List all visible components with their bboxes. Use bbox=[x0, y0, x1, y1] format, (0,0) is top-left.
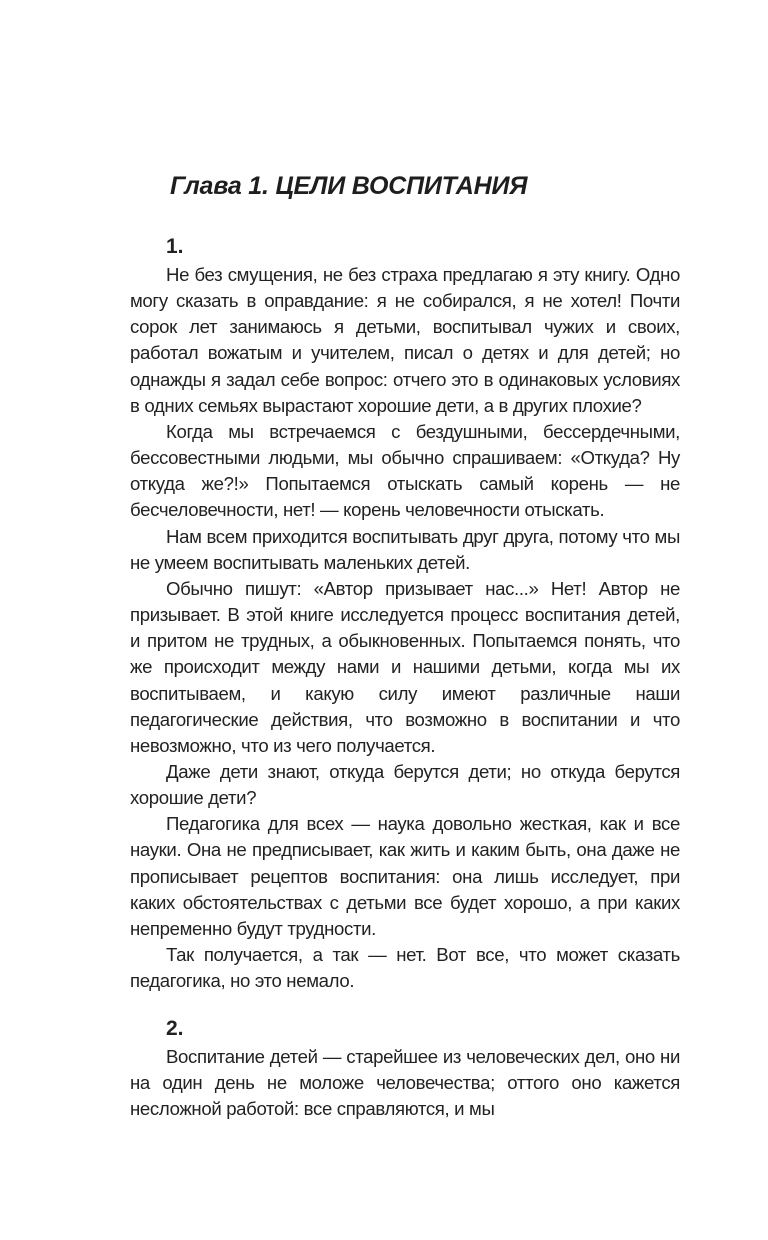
section-2 bbox=[130, 1014, 680, 1122]
paragraph: Не без смущения, не без страха предлагаю я эту книгу. Одно могу сказать в оправдание: я не собирался, я не хотел! Почти сорок лет занимаюсь я детьми, воспитывал чужих и своих, работал вожатым и учителем, писал о детях и для детей; но однажды я задал себе вопрос: отчего это в одинаковых условиях в одних семьях вырастают хорошие дети, а в других плохие? bbox=[130, 264, 680, 416]
paragraph: Воспитание детей — старейшее из человеческих дел, оно ни на один день не моложе человечества; оттого оно кажется несложной работой: все справляются, и мы bbox=[130, 1046, 680, 1120]
paragraph: Даже дети знают, откуда берутся дети; но откуда берутся хорошие дети? bbox=[130, 760, 680, 809]
section-number: 1. bbox=[166, 235, 184, 258]
paragraph: Так получается, а так — нет. Вот все, что может сказать педагогика, но это немало. bbox=[130, 944, 680, 992]
paragraph: Когда мы встречаемся с бездушными, бессердечными, бессовестными людьми, мы обычно спрашиваем: «Откуда? Ну откуда же?!» Попытаемся отыскать самый корень — не бесчеловечности, нет! — корень человечности отыскать. bbox=[130, 420, 680, 521]
section-1 bbox=[130, 232, 680, 994]
section-number: 2. bbox=[166, 1017, 184, 1040]
paragraph: Педагогика для всех — наука довольно жесткая, как и все науки. Она не предписывает, как жить и каким быть, она даже не прописывает рецептов воспитания: она лишь исследует, при каких обстоятельствах с детьми все будет хорошо, а при каких непременно будут трудности. bbox=[130, 813, 680, 939]
paragraph: Нам всем приходится воспитывать друг друга, потому что мы не умеем воспитывать маленьких детей. bbox=[130, 525, 680, 573]
book-page bbox=[130, 0, 680, 1240]
paragraph: Обычно пишут: «Автор призывает нас...» Нет! Автор не призывает. В этой книге исследуется процесс воспитания детей, и притом не трудных, а обыкновенных. Попытаемся понять, что же происходит между нами и нашими детьми, когда мы их воспитываем, и какую силу имеют различные наши педагогические действия, что возможно в воспитании и что невозможно, что из чего получается. bbox=[130, 577, 680, 756]
chapter-title: Глава 1. ЦЕЛИ ВОСПИТАНИЯ bbox=[170, 172, 528, 200]
